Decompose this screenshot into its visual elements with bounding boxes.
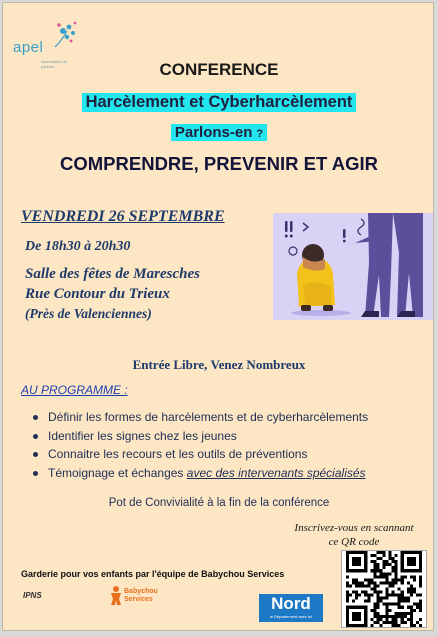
qr-module xyxy=(413,587,416,590)
qr-module xyxy=(389,557,392,560)
parlons-highlight xyxy=(171,124,267,141)
qr-module xyxy=(386,578,389,581)
qr-module xyxy=(355,584,358,587)
qr-module xyxy=(367,597,370,600)
qr-module xyxy=(413,575,416,578)
qr-module xyxy=(382,575,385,578)
qr-module xyxy=(346,591,349,594)
qr-module xyxy=(392,557,395,560)
qr-module xyxy=(376,615,379,618)
qr-module xyxy=(373,603,376,606)
qr-module xyxy=(346,600,349,603)
qr-module xyxy=(410,606,413,609)
qr-module xyxy=(355,594,358,597)
qr-module xyxy=(392,618,395,621)
qr-module xyxy=(392,584,395,587)
qr-module xyxy=(413,603,416,606)
logo-name: apel xyxy=(13,39,44,56)
qr-module xyxy=(355,581,358,584)
qr-module xyxy=(361,581,364,584)
qr-module xyxy=(379,591,382,594)
qr-module xyxy=(389,581,392,584)
qr-module xyxy=(361,591,364,594)
qr-module xyxy=(389,594,392,597)
title-line xyxy=(3,93,434,112)
qr-module xyxy=(410,587,413,590)
qr-module xyxy=(401,591,404,594)
qr-module xyxy=(379,624,382,627)
qr-module xyxy=(373,609,376,612)
qr-module xyxy=(349,594,352,597)
qr-module xyxy=(404,600,407,603)
qr-module xyxy=(416,594,419,597)
qr-module xyxy=(370,618,373,621)
qr-module xyxy=(386,609,389,612)
qr-module xyxy=(379,557,382,560)
qr-module xyxy=(358,581,361,584)
qr-module xyxy=(395,575,398,578)
qr-module xyxy=(376,569,379,572)
qr-finder xyxy=(346,606,367,627)
qr-module xyxy=(410,615,413,618)
qr-module xyxy=(379,618,382,621)
ipns-label: IPNS xyxy=(23,591,42,600)
qr-pattern xyxy=(342,551,426,627)
qr-module xyxy=(419,606,422,609)
qr-module xyxy=(395,594,398,597)
qr-module xyxy=(376,606,379,609)
qr-module xyxy=(419,578,422,581)
qr-module xyxy=(395,578,398,581)
qr-module xyxy=(386,575,389,578)
qr-module xyxy=(395,603,398,606)
qr-module xyxy=(367,600,370,603)
qr-module xyxy=(413,624,416,627)
qr-module xyxy=(404,621,407,624)
qr-line-2: ce QR code xyxy=(328,536,380,548)
program-item xyxy=(33,464,368,483)
qr-module xyxy=(401,581,404,584)
qr-module xyxy=(392,603,395,606)
qr-module xyxy=(401,621,404,624)
qr-module xyxy=(370,554,373,557)
qr-module xyxy=(379,615,382,618)
qr-module xyxy=(361,584,364,587)
qr-module xyxy=(395,624,398,627)
qr-module xyxy=(416,621,419,624)
qr-module xyxy=(419,609,422,612)
qr-module xyxy=(395,618,398,621)
qr-module xyxy=(376,594,379,597)
qr-module xyxy=(349,584,352,587)
qr-module xyxy=(386,621,389,624)
qr-module xyxy=(419,575,422,578)
event-street: Rue Contour du Trieux xyxy=(25,286,170,302)
qr-line-1: Inscrivez-vous en scannant xyxy=(294,522,414,534)
qr-module xyxy=(386,618,389,621)
qr-module xyxy=(389,615,392,618)
qr-module xyxy=(379,569,382,572)
qr-module xyxy=(398,594,401,597)
qr-module xyxy=(379,581,382,584)
qr-module xyxy=(407,618,410,621)
qr-module xyxy=(401,618,404,621)
qr-module xyxy=(373,584,376,587)
qr-module xyxy=(382,615,385,618)
qr-module xyxy=(398,606,401,609)
qr-module xyxy=(389,584,392,587)
qr-module xyxy=(355,597,358,600)
qr-module xyxy=(376,600,379,603)
qr-module xyxy=(376,563,379,566)
qr-module xyxy=(404,597,407,600)
qr-module xyxy=(379,597,382,600)
qr-module xyxy=(373,560,376,563)
qr-module xyxy=(386,612,389,615)
qr-module xyxy=(386,594,389,597)
qr-module xyxy=(373,575,376,578)
qr-module xyxy=(373,615,376,618)
qr-module xyxy=(401,597,404,600)
qr-module xyxy=(407,581,410,584)
program-item-text: Témoignage et échanges xyxy=(48,465,187,480)
qr-module xyxy=(373,563,376,566)
qr-finder xyxy=(346,551,367,572)
conference-heading: CONFERENCE xyxy=(159,60,279,79)
qr-module xyxy=(352,600,355,603)
qr-module xyxy=(386,587,389,590)
qr-module xyxy=(407,587,410,590)
question-mark: ? xyxy=(256,128,264,140)
qr-module xyxy=(401,594,404,597)
qr-module xyxy=(358,594,361,597)
qr-module xyxy=(407,600,410,603)
program-list xyxy=(33,408,368,482)
qr-module xyxy=(346,594,349,597)
qr-module xyxy=(364,594,367,597)
qr-module xyxy=(401,578,404,581)
qr-module xyxy=(419,584,422,587)
qr-module xyxy=(346,581,349,584)
qr-module xyxy=(373,612,376,615)
qr-module xyxy=(410,618,413,621)
qr-module xyxy=(373,591,376,594)
qr-module xyxy=(398,612,401,615)
qr-module xyxy=(386,603,389,606)
flyer-page xyxy=(2,2,434,631)
qr-module xyxy=(401,615,404,618)
qr-module xyxy=(358,584,361,587)
qr-module xyxy=(398,600,401,603)
qr-module xyxy=(389,621,392,624)
qr-module xyxy=(376,584,379,587)
qr-module xyxy=(370,609,373,612)
qr-module xyxy=(395,563,398,566)
qr-module xyxy=(398,597,401,600)
qr-module xyxy=(392,581,395,584)
qr-module xyxy=(379,600,382,603)
qr-finder xyxy=(401,551,422,572)
qr-module xyxy=(382,554,385,557)
qr-module xyxy=(364,584,367,587)
babychou-text xyxy=(124,588,158,604)
qr-module xyxy=(389,551,392,554)
qr-module xyxy=(410,575,413,578)
qr-module xyxy=(413,591,416,594)
qr-module xyxy=(386,581,389,584)
qr-module xyxy=(395,566,398,569)
qr-module xyxy=(392,624,395,627)
qr-instructions xyxy=(279,521,429,549)
title-highlight: Harcèlement et Cyberharcèlement xyxy=(82,93,357,112)
qr-module xyxy=(367,578,370,581)
qr-module xyxy=(367,584,370,587)
qr-module xyxy=(386,597,389,600)
qr-module xyxy=(401,600,404,603)
nord-logo xyxy=(259,594,323,622)
qr-module xyxy=(392,566,395,569)
entry-text: Entrée Libre, Venez Nombreux xyxy=(132,357,306,372)
qr-module xyxy=(416,606,419,609)
qr-module xyxy=(382,566,385,569)
qr-module xyxy=(370,581,373,584)
qr-module xyxy=(376,603,379,606)
qr-module xyxy=(382,581,385,584)
qr-module xyxy=(401,575,404,578)
qr-module xyxy=(376,566,379,569)
qr-module xyxy=(373,554,376,557)
qr-module xyxy=(346,584,349,587)
qr-module xyxy=(355,591,358,594)
qr-module xyxy=(392,578,395,581)
qr-module xyxy=(401,606,404,609)
qr-module xyxy=(389,563,392,566)
qr-module xyxy=(392,569,395,572)
babychou-name: Babychou xyxy=(124,588,158,595)
qr-module xyxy=(346,575,349,578)
qr-module xyxy=(376,591,379,594)
qr-module xyxy=(395,572,398,575)
qr-module xyxy=(364,578,367,581)
qr-module xyxy=(376,612,379,615)
qr-module xyxy=(376,575,379,578)
qr-module xyxy=(386,563,389,566)
qr-module xyxy=(379,572,382,575)
qr-module xyxy=(346,597,349,600)
event-date: VENDREDI 26 SEPTEMBRE xyxy=(21,208,225,225)
qr-module xyxy=(373,569,376,572)
qr-module xyxy=(370,560,373,563)
qr-module xyxy=(407,612,410,615)
garderie-text: Garderie pour vos enfants par l'équipe de Babychou Services xyxy=(21,569,285,579)
qr-module xyxy=(386,572,389,575)
qr-module xyxy=(392,615,395,618)
qr-module xyxy=(376,618,379,621)
qr-module xyxy=(398,615,401,618)
event-near: (Près de Valenciennes) xyxy=(25,306,152,321)
qr-module xyxy=(373,572,376,575)
qr-module xyxy=(407,591,410,594)
pot-text: Pot de Convivialité à la fin de la conférence xyxy=(108,497,330,509)
qr-module xyxy=(370,594,373,597)
qr-module xyxy=(416,603,419,606)
qr-module xyxy=(410,621,413,624)
qr-module xyxy=(407,606,410,609)
qr-module xyxy=(389,572,392,575)
qr-module xyxy=(386,591,389,594)
qr-module xyxy=(395,581,398,584)
qr-module xyxy=(419,594,422,597)
qr-module xyxy=(364,591,367,594)
qr-module xyxy=(379,575,382,578)
qr-module xyxy=(382,572,385,575)
qr-module xyxy=(395,612,398,615)
qr-module xyxy=(392,591,395,594)
qr-module xyxy=(367,594,370,597)
qr-module xyxy=(376,621,379,624)
qr-module xyxy=(404,612,407,615)
qr-module xyxy=(367,581,370,584)
qr-module xyxy=(376,557,379,560)
qr-module xyxy=(395,560,398,563)
qr-module xyxy=(392,560,395,563)
qr-module xyxy=(419,600,422,603)
qr-module xyxy=(373,566,376,569)
qr-module xyxy=(419,603,422,606)
qr-module xyxy=(398,578,401,581)
qr-module xyxy=(389,609,392,612)
qr-module xyxy=(410,584,413,587)
qr-module xyxy=(392,594,395,597)
parlons-line xyxy=(3,124,434,141)
qr-module xyxy=(395,621,398,624)
logo-tagline: Association de parents xyxy=(41,59,68,69)
qr-module xyxy=(410,591,413,594)
program-item: Définir les formes de harcèlements et de cyberharcèlements xyxy=(33,408,368,427)
qr-module xyxy=(404,615,407,618)
qr-module xyxy=(398,603,401,606)
qr-module xyxy=(373,606,376,609)
qr-module xyxy=(419,624,422,627)
qr-module xyxy=(376,597,379,600)
qr-module xyxy=(370,624,373,627)
qr-module xyxy=(410,609,413,612)
qr-module xyxy=(389,603,392,606)
qr-module xyxy=(382,597,385,600)
qr-module xyxy=(413,609,416,612)
qr-module xyxy=(370,587,373,590)
program-heading: AU PROGRAMME : xyxy=(21,383,128,397)
qr-module xyxy=(392,621,395,624)
program-item-emphasis: avec des intervenants spécialisés xyxy=(186,465,366,480)
event-time: De 18h30 à 20h30 xyxy=(25,239,131,254)
tagline-heading: COMPRENDRE, PREVENIR ET AGIR xyxy=(60,153,378,174)
qr-module xyxy=(401,612,404,615)
qr-module xyxy=(413,578,416,581)
qr-module xyxy=(364,600,367,603)
qr-module xyxy=(386,606,389,609)
qr-module xyxy=(419,581,422,584)
qr-module xyxy=(410,612,413,615)
qr-module xyxy=(389,554,392,557)
qr-module xyxy=(382,563,385,566)
babychou-figure-icon xyxy=(108,585,124,605)
qr-module xyxy=(370,578,373,581)
qr-module xyxy=(352,591,355,594)
event-venue: Salle des fêtes de Maresches xyxy=(25,266,200,282)
qr-module xyxy=(376,551,379,554)
qr-module xyxy=(382,560,385,563)
program-item: Connaitre les recours et les outils de préventions xyxy=(33,445,368,464)
qr-module xyxy=(382,603,385,606)
bullying-illustration xyxy=(273,213,433,320)
qr-module xyxy=(352,578,355,581)
qr-module xyxy=(395,554,398,557)
qr-module xyxy=(419,618,422,621)
qr-module xyxy=(395,569,398,572)
qr-module xyxy=(352,581,355,584)
nord-name: Nord xyxy=(271,594,311,613)
qr-module xyxy=(355,578,358,581)
qr-module xyxy=(382,621,385,624)
qr-module xyxy=(379,551,382,554)
qr-module xyxy=(407,597,410,600)
qr-module xyxy=(398,587,401,590)
qr-module xyxy=(386,615,389,618)
qr-module xyxy=(382,551,385,554)
qr-module xyxy=(395,615,398,618)
qr-module xyxy=(370,569,373,572)
nord-subtitle: le Département avec toi xyxy=(269,614,313,619)
babychou-logo xyxy=(108,585,178,607)
qr-module xyxy=(410,624,413,627)
qr-code[interactable] xyxy=(341,550,427,628)
qr-module xyxy=(373,581,376,584)
qr-module xyxy=(373,621,376,624)
program-item: Identifier les signes chez les jeunes xyxy=(33,427,368,446)
qr-module xyxy=(398,624,401,627)
qr-module xyxy=(410,594,413,597)
qr-module xyxy=(373,587,376,590)
parlons-text: Parlons-en xyxy=(174,124,253,141)
qr-module xyxy=(404,575,407,578)
babychou-services: Services xyxy=(124,596,153,603)
qr-module xyxy=(386,560,389,563)
